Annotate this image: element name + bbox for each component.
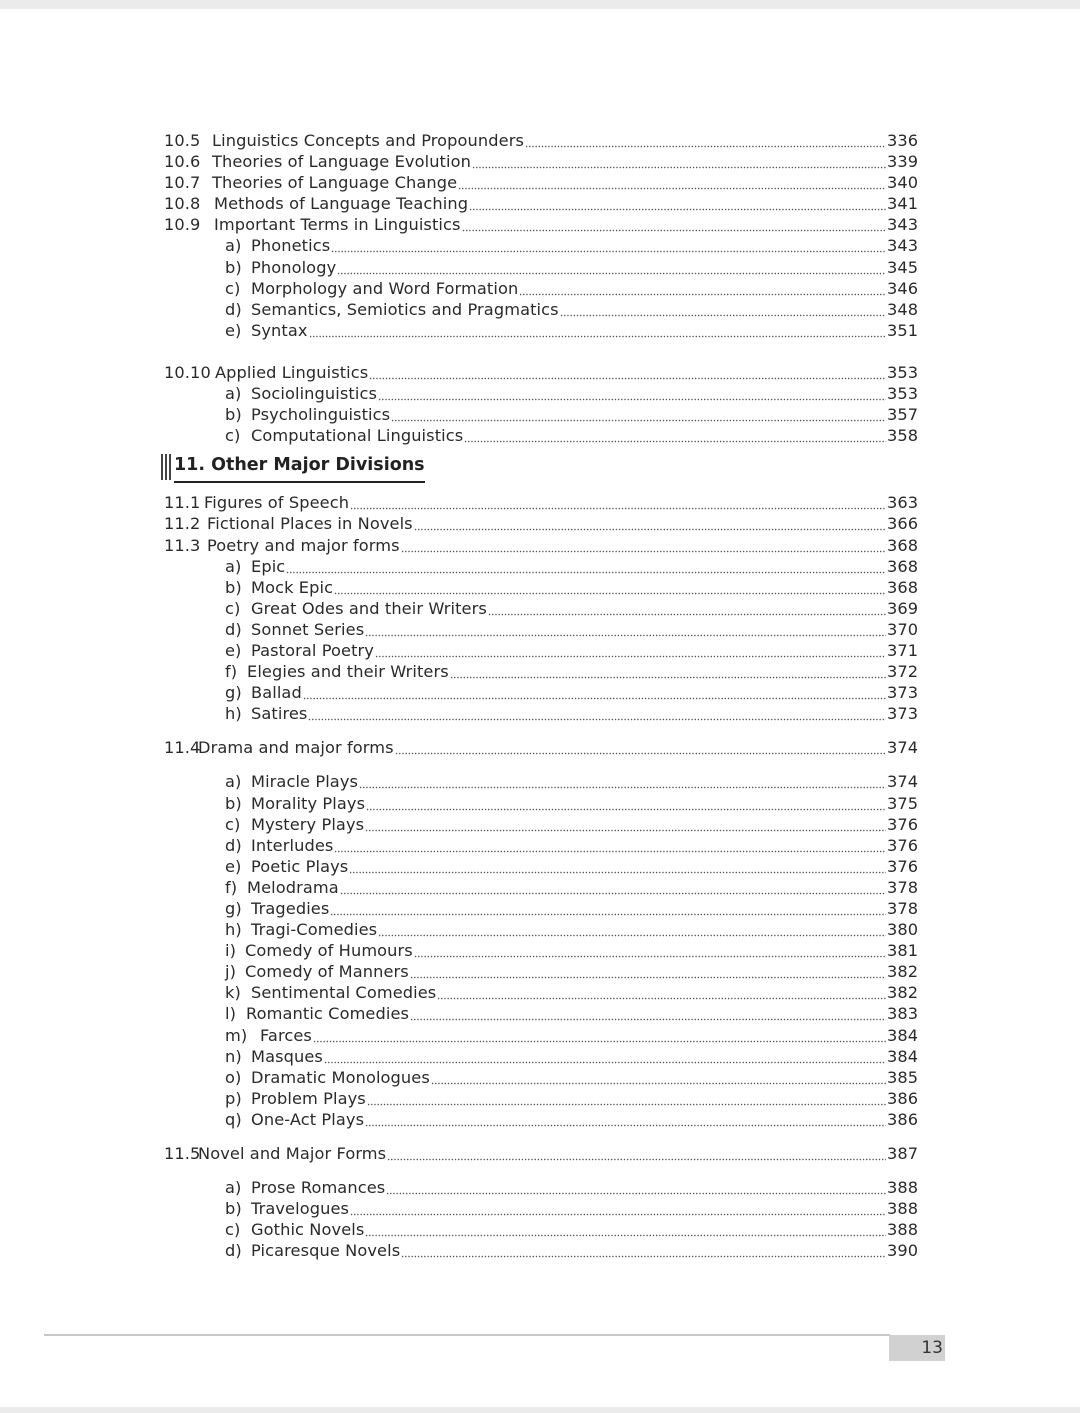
entry-page: 380 [887, 920, 919, 940]
toc-subentry [164, 619, 920, 640]
dot-leader [401, 539, 886, 553]
entry-letter: f) [225, 662, 238, 682]
entry-page: 340 [887, 173, 919, 193]
toc-subentry [164, 425, 920, 446]
entry-number: 11.1 [164, 493, 201, 513]
viewer-top-band [0, 0, 1080, 9]
entry-title: Phonology [251, 257, 337, 277]
dot-leader [391, 408, 886, 422]
entry-page: 373 [887, 704, 919, 724]
entry-title: Miracle Plays [251, 772, 359, 792]
dot-leader [309, 324, 886, 338]
toc-subentry [164, 640, 920, 661]
toc-entry [164, 214, 920, 235]
dot-leader [330, 902, 886, 916]
toc-entry [164, 492, 920, 513]
entry-letter: g) [225, 899, 242, 918]
toc-subentry [164, 661, 920, 682]
entry-page: 383 [887, 1004, 919, 1024]
dot-leader [488, 602, 886, 616]
entry-letter: c) [225, 1220, 241, 1240]
dot-leader [334, 839, 886, 853]
entry-page: 357 [887, 405, 919, 425]
toc-subentry [164, 598, 920, 619]
toc-subentry [164, 320, 920, 341]
toc-block-applied-linguistics [164, 362, 920, 446]
toc-subentry [164, 856, 920, 877]
entry-page: 382 [887, 962, 919, 982]
toc-subentry [164, 278, 920, 299]
entry-letter: f) [225, 877, 238, 897]
entry-letter: e) [225, 856, 242, 876]
dot-leader [401, 1244, 886, 1258]
dot-leader [340, 881, 886, 895]
entry-title: Great Odes and their Writers [251, 598, 487, 618]
entry-title: Satires [251, 704, 308, 724]
entry-title: Morality Plays [251, 793, 366, 813]
entry-page: 386 [887, 1109, 919, 1129]
entry-page: 343 [887, 236, 919, 256]
toc-subentry [164, 1177, 920, 1198]
toc-entry-drama [164, 737, 920, 758]
entry-page: 368 [887, 556, 919, 576]
toc-subentry [164, 793, 920, 814]
entry-number: 11.5 [164, 1144, 201, 1164]
toc-subentry [164, 1025, 920, 1046]
chapter-heading [164, 448, 920, 486]
entry-letter: g) [225, 683, 242, 703]
dot-leader [349, 860, 886, 874]
entry-page: 375 [887, 793, 919, 813]
entry-title: Sonnet Series [251, 619, 365, 639]
dot-leader [337, 261, 886, 275]
table-of-contents [164, 130, 920, 1262]
entry-letter: a) [225, 556, 242, 576]
entry-page: 370 [887, 619, 919, 639]
entry-letter: i) [225, 941, 237, 961]
toc-subentry [164, 877, 920, 898]
dot-leader [313, 1029, 886, 1043]
toc-subentry [164, 577, 920, 598]
entry-number: 10.7 [164, 173, 201, 193]
entry-letter: o) [225, 1067, 242, 1087]
toc-subentry [164, 1109, 920, 1130]
entry-title: Gothic Novels [251, 1220, 365, 1240]
dot-leader [334, 581, 886, 595]
entry-title: Travelogues [251, 1199, 350, 1219]
entry-title: Farces [260, 1025, 312, 1045]
entry-letter: d) [225, 835, 242, 855]
entry-letter: b) [225, 1199, 242, 1219]
entry-number: 10.10 [164, 362, 211, 382]
entry-page: 371 [887, 640, 919, 660]
spacer [164, 758, 920, 771]
toc-subentry [164, 771, 920, 792]
spacer [164, 1164, 920, 1177]
entry-letter: n) [225, 1046, 242, 1066]
entry-title: Comedy of Manners [245, 962, 409, 982]
entry-page: 353 [887, 384, 919, 404]
entry-page: 353 [887, 362, 919, 382]
entry-page: 369 [887, 598, 919, 618]
entry-page: 351 [887, 320, 919, 340]
dot-leader [414, 517, 886, 531]
dot-leader [286, 560, 886, 574]
entry-number: 10.8 [164, 194, 201, 214]
dot-leader [308, 707, 886, 721]
entry-page: 346 [887, 278, 919, 298]
dot-leader [414, 944, 886, 958]
entry-page: 372 [887, 662, 919, 682]
entry-title: Epic [251, 556, 286, 576]
dot-leader [386, 1181, 886, 1195]
dot-leader [350, 496, 886, 510]
dot-leader [324, 1050, 886, 1064]
dot-leader [365, 1223, 886, 1237]
toc-subentry [164, 898, 920, 919]
entry-page: 384 [887, 1046, 919, 1066]
dot-leader [410, 965, 886, 979]
entry-number: 11.3 [164, 535, 201, 555]
entry-letter: j) [225, 962, 237, 982]
toc-subentry [164, 1198, 920, 1219]
entry-page: 388 [887, 1199, 919, 1219]
dot-leader [365, 1113, 886, 1127]
entry-page: 381 [887, 941, 919, 961]
entry-page: 374 [887, 738, 919, 758]
entry-letter: h) [225, 920, 242, 940]
entry-title: Linguistics Concepts and Propounders [212, 131, 524, 150]
entry-page: 336 [887, 131, 919, 150]
entry-title: Applied Linguistics [215, 362, 369, 382]
dot-leader [525, 134, 886, 148]
dot-leader [367, 1092, 886, 1106]
entry-letter: b) [225, 793, 242, 813]
dot-leader [431, 1071, 886, 1085]
entry-letter: c) [225, 814, 241, 834]
toc-entry-novel [164, 1143, 920, 1164]
dot-leader [378, 387, 886, 401]
entry-title: Tragi-Comedies [251, 920, 378, 940]
entry-title: Phonetics [251, 236, 331, 256]
entry-number: 10.5 [164, 131, 201, 150]
entry-title: Melodrama [247, 877, 339, 897]
toc-subentry [164, 1067, 920, 1088]
dot-leader [462, 218, 886, 232]
entry-title: Theories of Language Evolution [212, 152, 471, 172]
entry-page: 343 [887, 215, 919, 235]
entry-title: Theories of Language Change [212, 173, 458, 193]
toc-subentry [164, 1240, 920, 1261]
entry-title: Pastoral Poetry [251, 640, 374, 660]
entry-title: Masques [251, 1046, 323, 1066]
page-number: 13 [921, 1338, 943, 1358]
page-number-badge [889, 1335, 945, 1361]
dot-leader [560, 303, 886, 317]
entry-title: Novel and Major Forms [198, 1144, 387, 1164]
entry-letter: a) [225, 236, 242, 256]
toc-subentry [164, 1219, 920, 1240]
dot-leader [519, 282, 886, 296]
entry-title: Important Terms in Linguistics [214, 215, 461, 235]
dot-leader [369, 366, 886, 380]
dot-leader [303, 686, 886, 700]
entry-number: 11.4 [164, 738, 201, 758]
entry-title: Computational Linguistics [251, 426, 464, 446]
entry-number: 10.6 [164, 152, 201, 172]
entry-letter: a) [225, 1178, 242, 1198]
entry-title: Romantic Comedies [246, 1004, 410, 1024]
toc-entry [164, 362, 920, 383]
dot-leader [437, 986, 886, 1000]
entry-page: 378 [887, 899, 919, 918]
entry-title: Prose Romances [251, 1178, 386, 1198]
entry-letter: b) [225, 405, 242, 425]
entry-title: Interludes [251, 835, 334, 855]
viewer-bottom-band [0, 1407, 1080, 1413]
toc-entry [164, 172, 920, 193]
toc-subentry [164, 961, 920, 982]
entry-page: 373 [887, 683, 919, 703]
entry-page: 376 [887, 856, 919, 876]
toc-subentry [164, 257, 920, 278]
dot-leader [472, 155, 886, 169]
entry-title: Morphology and Word Formation [251, 278, 519, 298]
entry-title: Sentimental Comedies [251, 983, 437, 1003]
dot-leader [469, 197, 886, 211]
entry-title: Poetic Plays [251, 856, 349, 876]
toc-subentry [164, 556, 920, 577]
spacer [164, 341, 920, 362]
toc-subentry [164, 703, 920, 724]
entry-letter: e) [225, 320, 242, 340]
entry-number: 11.2 [164, 514, 201, 534]
entry-page: 388 [887, 1178, 919, 1198]
entry-page: 390 [887, 1241, 919, 1261]
entry-letter: b) [225, 257, 242, 277]
entry-title: Dramatic Monologues [251, 1067, 430, 1087]
entry-page: 382 [887, 983, 919, 1003]
dot-leader [365, 818, 886, 832]
toc-subentry [164, 814, 920, 835]
entry-title: Mock Epic [251, 577, 334, 597]
entry-letter: c) [225, 278, 241, 298]
entry-title: Drama and major forms [198, 738, 394, 758]
toc-entry [164, 151, 920, 172]
spacer [164, 724, 920, 737]
entry-page: 341 [887, 194, 919, 214]
entry-page: 378 [887, 877, 919, 897]
dot-leader [350, 1202, 886, 1216]
dot-leader [395, 741, 886, 755]
chapter-title [174, 455, 425, 479]
entry-page: 384 [887, 1025, 919, 1045]
dot-leader [387, 1147, 886, 1161]
entry-title: Mystery Plays [251, 814, 365, 834]
dot-leader [450, 665, 886, 679]
toc-subentry [164, 835, 920, 856]
entry-title: Tragedies [251, 899, 330, 918]
entry-page: 387 [887, 1144, 919, 1164]
entry-title: One-Act Plays [251, 1109, 365, 1129]
entry-letter: h) [225, 704, 242, 724]
toc-entry [164, 130, 920, 151]
dot-leader [464, 429, 886, 443]
entry-title: Ballad [251, 683, 302, 703]
entry-page: 363 [887, 493, 919, 513]
toc-block-novel [164, 1177, 920, 1261]
toc-subentry [164, 404, 920, 425]
dot-leader [331, 239, 886, 253]
toc-subentry [164, 682, 920, 703]
entry-letter: d) [225, 1241, 242, 1261]
entry-title: Syntax [251, 320, 308, 340]
entry-page: 368 [887, 535, 919, 555]
dot-leader [378, 923, 886, 937]
dot-leader [365, 623, 886, 637]
dot-leader [359, 775, 886, 789]
chapter-title-text: 11. Other Major Divisions [174, 455, 425, 476]
dot-leader [410, 1007, 886, 1021]
entry-letter: d) [225, 299, 242, 319]
entry-letter: c) [225, 598, 241, 618]
toc-subentry [164, 940, 920, 961]
entry-letter: a) [225, 772, 242, 792]
entry-page: 345 [887, 257, 919, 277]
entry-title: Elegies and their Writers [247, 662, 449, 682]
toc-subentry [164, 1088, 920, 1109]
entry-title: Picaresque Novels [251, 1241, 401, 1261]
entry-page: 376 [887, 835, 919, 855]
entry-letter: b) [225, 577, 242, 597]
dot-leader [458, 176, 886, 190]
entry-title: Figures of Speech [204, 493, 350, 513]
entry-page: 386 [887, 1088, 919, 1108]
toc-subentry [164, 1046, 920, 1067]
entry-title: Fictional Places in Novels [207, 514, 413, 534]
toc-subentry [164, 982, 920, 1003]
toc-block-drama [164, 771, 920, 1130]
entry-title: Poetry and major forms [207, 535, 400, 555]
chapter-underline [174, 481, 425, 483]
entry-title: Methods of Language Teaching [214, 194, 469, 214]
toc-subentry [164, 383, 920, 404]
entry-letter: c) [225, 426, 241, 446]
dot-leader [375, 644, 886, 658]
entry-page: 368 [887, 577, 919, 597]
entry-letter: q) [225, 1109, 242, 1129]
entry-title: Sociolinguistics [251, 384, 377, 404]
entry-letter: d) [225, 619, 242, 639]
entry-page: 366 [887, 514, 919, 534]
entry-page: 374 [887, 772, 919, 792]
entry-title: Comedy of Humours [245, 941, 413, 961]
entry-letter: p) [225, 1088, 242, 1108]
toc-block-linguistics [164, 130, 920, 341]
toc-subentry [164, 919, 920, 940]
entry-letter: l) [225, 1004, 237, 1024]
entry-page: 376 [887, 814, 919, 834]
entry-letter: e) [225, 640, 242, 660]
entry-letter: m) [225, 1025, 248, 1045]
entry-page: 339 [887, 152, 919, 172]
footer-rule [44, 1334, 890, 1336]
entry-page: 348 [887, 299, 919, 319]
entry-page: 388 [887, 1220, 919, 1240]
entry-title: Semantics, Semiotics and Pragmatics [251, 299, 559, 319]
heading-bars-icon [161, 454, 171, 480]
spacer [164, 1130, 920, 1143]
toc-subentry [164, 299, 920, 320]
toc-entry [164, 193, 920, 214]
entry-page: 385 [887, 1067, 919, 1087]
toc-subentry [164, 1003, 920, 1024]
entry-title: Psycholinguistics [251, 405, 391, 425]
dot-leader [366, 797, 886, 811]
toc-block-other-divisions [164, 492, 920, 724]
entry-page: 358 [887, 426, 919, 446]
toc-subentry [164, 235, 920, 256]
entry-number: 10.9 [164, 215, 201, 235]
entry-letter: k) [225, 983, 241, 1003]
entry-letter: a) [225, 384, 242, 404]
entry-title: Problem Plays [251, 1088, 366, 1108]
toc-entry [164, 535, 920, 556]
toc-entry [164, 513, 920, 534]
